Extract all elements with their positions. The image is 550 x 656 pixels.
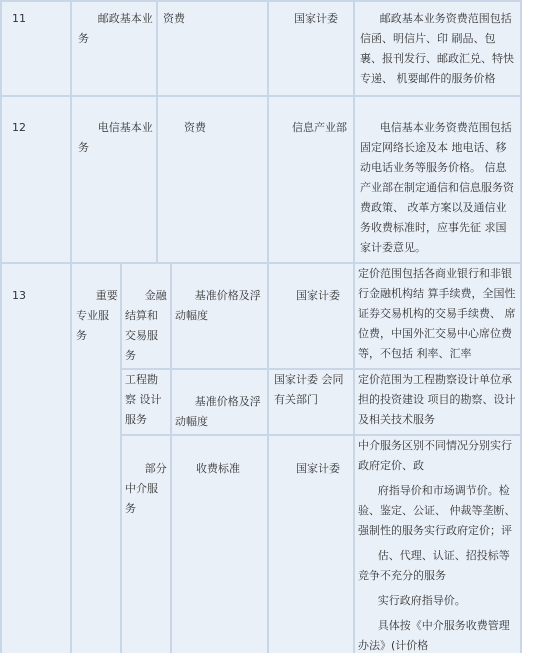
scope-line: 实行政府指导价。 bbox=[377, 594, 466, 607]
row-number: 13 bbox=[12, 289, 26, 302]
grid-line bbox=[520, 0, 522, 653]
pricing-scope: 电信基本业务资费范围包括固定网络长途及本 地电话、移动电话业务等服务价格。 信息产业部在制定通信和信息服务资费政策、 改革方案以及通信业务收费标准时，应事先征 求国家计委意见。 bbox=[360, 121, 514, 254]
scope-line: 中介服务区别不同情况分别实行政府定价、政 bbox=[358, 439, 512, 472]
pricing-department: 国家计委 会同有关部门 bbox=[274, 373, 344, 406]
pricing-scope: 邮政基本业务资费范围包括信函、明信片、印 刷品、包裹、报刊发行、邮政汇兑、特快专递、 机要邮件的服务价格 bbox=[360, 12, 514, 85]
pricing-department: 国家计委 bbox=[296, 289, 340, 302]
grid-line bbox=[0, 0, 2, 653]
grid-line bbox=[70, 0, 72, 653]
service-name: 电信基本业务 bbox=[78, 121, 153, 154]
service-name: 邮政基本业务 bbox=[78, 12, 153, 45]
pricing-department: 国家计委 bbox=[296, 462, 340, 475]
fee-type: 资费 bbox=[163, 12, 185, 25]
scope-line: 具体按《中介服务收费管理办法》(计价格 bbox=[358, 619, 510, 652]
pricing-scope: 定价范围包括各商业银行和非银行金融机构结 算手续费，全国性证券交易机构的交易手续费、 席位费，中国外汇交易中心席位费等，不包括 利率、汇率 bbox=[358, 267, 516, 360]
grid-line bbox=[353, 0, 355, 653]
service-category-name: 重要 专业服务 bbox=[76, 289, 118, 342]
sub-service-name: 金融结算和交易服 务 bbox=[125, 289, 167, 362]
grid-line bbox=[267, 0, 269, 653]
fee-type: 收费标准 bbox=[196, 462, 240, 475]
fee-type: 基准价格及浮动幅度 bbox=[175, 289, 261, 322]
sub-service-name: 工程勘察 设计服务 bbox=[125, 373, 162, 426]
grid-line bbox=[120, 262, 122, 653]
row-number: 12 bbox=[12, 121, 26, 134]
pricing-department: 国家计委 bbox=[294, 12, 338, 25]
sub-service-name: 部分中介服务 bbox=[125, 462, 167, 515]
grid-line bbox=[170, 262, 172, 653]
grid-line bbox=[0, 95, 522, 97]
fee-type: 资费 bbox=[184, 121, 206, 134]
grid-line bbox=[156, 0, 158, 262]
pricing-scope bbox=[358, 436, 518, 656]
row-13-no-background bbox=[2, 264, 70, 653]
scope-line: 估、代理、认证、招投标等竞争不充分的服务 bbox=[358, 549, 510, 582]
pricing-department: 信息产业部 bbox=[292, 121, 347, 134]
row-number: 11 bbox=[12, 12, 26, 25]
grid-line bbox=[0, 0, 522, 2]
pricing-scope: 定价范围为工程勘察设计单位承担的投资建设 项目的勘察、设计及相关技术服务 bbox=[358, 373, 516, 426]
fee-type: 基准价格及浮动幅度 bbox=[175, 395, 261, 428]
scope-line: 府指导价和市场调节价。检验、鉴定、公证、 仲裁等垄断、强制性的服务实行政府定价；评 bbox=[358, 484, 516, 537]
